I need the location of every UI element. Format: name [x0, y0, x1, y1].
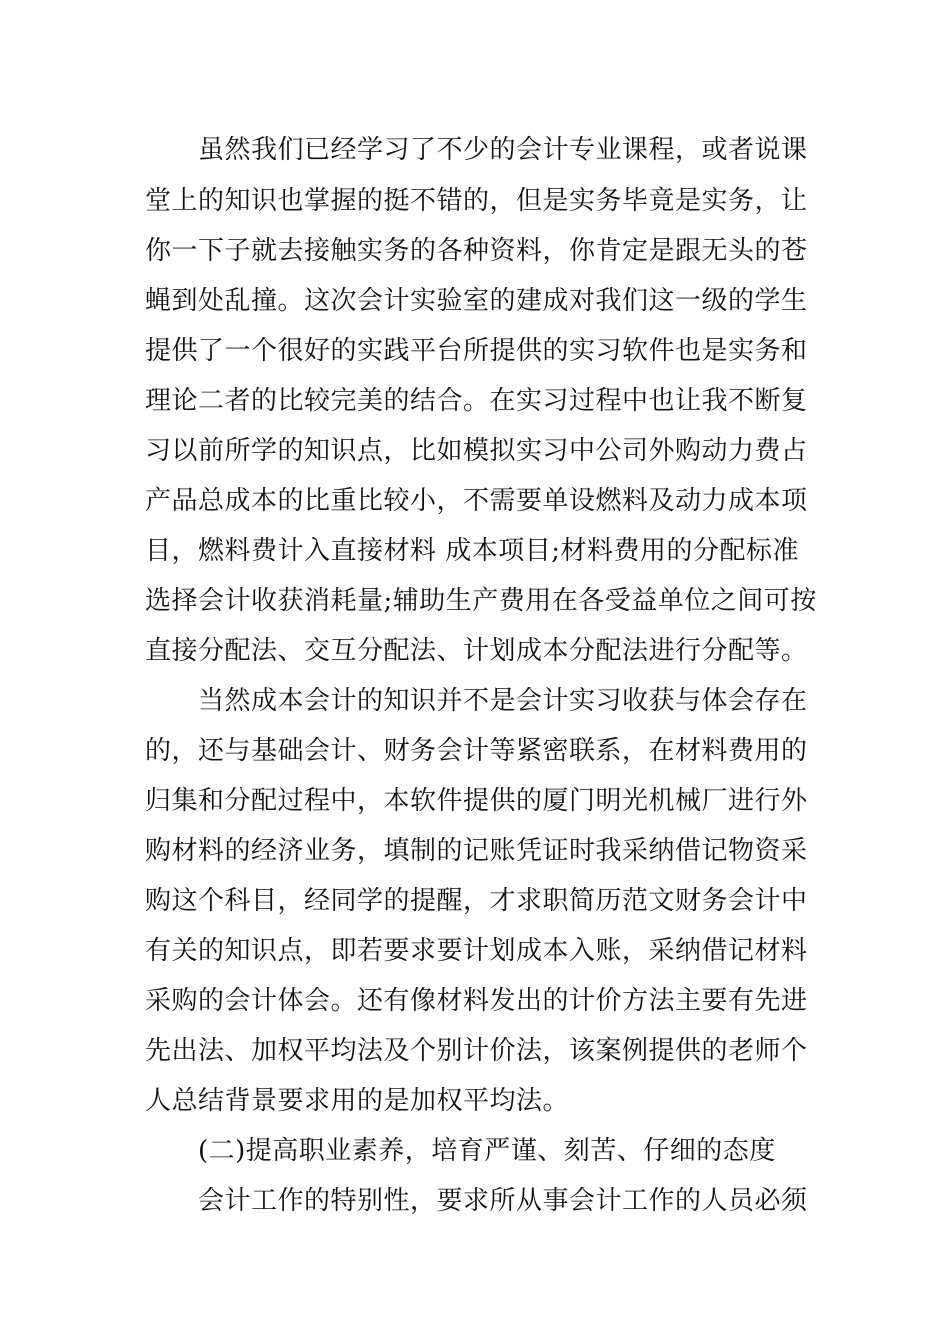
- paragraph-2-line-9: 人总结背景要求用的是加权平均法。: [145, 1086, 570, 1116]
- paragraph-1-line-4: 蝇到处乱撞。这次会计实验室的建成对我们这一级的学生: [145, 286, 808, 316]
- paragraph-1-line-7: 习以前所学的知识点，比如模拟实习中公司外购动力费占: [145, 436, 808, 466]
- paragraph-2-line-6: 有关的知识点，即若要求要计划成本入账，采纳借记材料: [145, 936, 808, 966]
- paragraph-1-line-6: 理论二者的比较完美的结合。在实习过程中也让我不断复: [145, 386, 808, 416]
- paragraph-1-line-9: 目，燃料费计入直接材料 成本项目;材料费用的分配标准: [145, 536, 800, 566]
- paragraph-1-line-10: 选择会计收获消耗量;辅助生产费用在各受益单位之间可按: [145, 586, 817, 616]
- paragraph-2-line-5: 购这个科目，经同学的提醒，才求职简历范文财务会计中: [145, 886, 808, 916]
- paragraph-1-line-8: 产品总成本的比重比较小，不需要单设燃料及动力成本项: [145, 486, 808, 516]
- paragraph-2-line-4: 购材料的经济业务，填制的记账凭证时我采纳借记物资采: [145, 836, 808, 866]
- paragraph-2-line-1: 当然成本会计的知识并不是会计实习收获与体会存在: [198, 686, 808, 716]
- paragraph-3-line-1: 会计工作的特别性，要求所从事会计工作的人员必须: [198, 1186, 808, 1216]
- paragraph-1-line-11: 直接分配法、交互分配法、计划成本分配法进行分配等。: [145, 636, 808, 666]
- paragraph-1-line-5: 提供了一个很好的实践平台所提供的实习软件也是实务和: [145, 336, 808, 366]
- section-heading: (二)提高职业素养，培育严谨、刻苦、仔细的态度: [198, 1136, 776, 1166]
- paragraph-2-line-8: 先出法、加权平均法及个别计价法，该案例提供的老师个: [145, 1036, 808, 1066]
- paragraph-2-line-2: 的，还与基础会计、财务会计等紧密联系，在材料费用的: [145, 736, 808, 766]
- paragraph-1-line-2: 堂上的知识也掌握的挺不错的，但是实务毕竟是实务，让: [145, 186, 808, 216]
- paragraph-1-line-3: 你一下子就去接触实务的各种资料，你肯定是跟无头的苍: [145, 236, 808, 266]
- paragraph-2-line-3: 归集和分配过程中，本软件提供的厦门明光机械厂进行外: [145, 786, 808, 816]
- paragraph-1-line-1: 虽然我们已经学习了不少的会计专业课程，或者说课: [198, 135, 808, 165]
- paragraph-2-line-7: 采购的会计体会。还有像材料发出的计价方法主要有先进: [145, 986, 808, 1016]
